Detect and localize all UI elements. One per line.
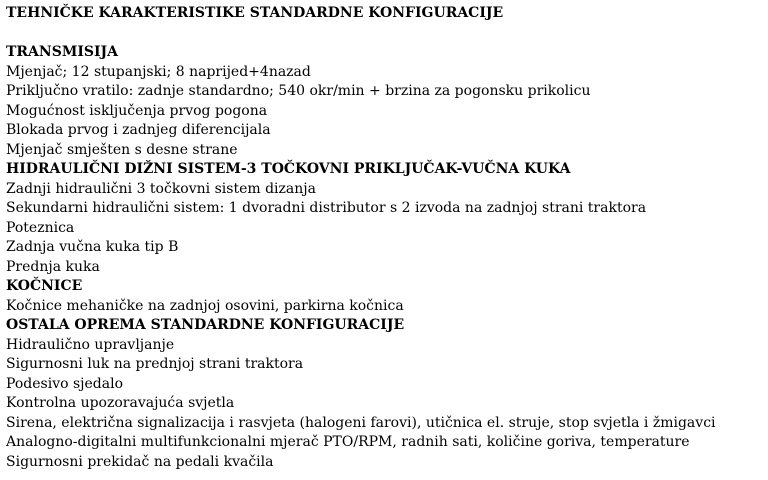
spec-line: Mjenjač smješten s desne strane bbox=[6, 141, 238, 158]
spec-line: Podesivo sjedalo bbox=[6, 375, 124, 392]
spec-line: Sirena, električna signalizacija i rasvjeta (halogeni farovi), utičnica el. struje, stop svjetla i žmigavci bbox=[6, 414, 716, 431]
section-kocnice bbox=[6, 277, 764, 316]
document bbox=[6, 4, 764, 472]
section-ostala-oprema bbox=[6, 316, 764, 472]
spec-line: Zadnja vučna kuka tip B bbox=[6, 239, 179, 255]
spec-line: Mogućnost isključenja prvog pogona bbox=[6, 102, 268, 119]
section-transmisija bbox=[6, 43, 764, 160]
section-heading: TRANSMISIJA bbox=[6, 44, 119, 60]
spec-line: Sekundarni hidraulični sistem: 1 dvoradni distributor s 2 izvoda na zadnjoj strani traktora bbox=[6, 200, 647, 216]
spec-line: Kontrolna upozoravajuća svjetla bbox=[6, 395, 235, 411]
title-spacer bbox=[6, 24, 764, 44]
spec-line: Blokada prvog i zadnjeg diferencijala bbox=[6, 122, 271, 138]
spec-line: Zadnji hidraulični 3 točkovni sistem dizanja bbox=[6, 180, 316, 197]
spec-line: Sigurnosni prekidač na pedali kvačila bbox=[6, 453, 274, 470]
spec-line: Priključno vratilo: zadnje standardno; 540 okr/min + brzina za pogonsku prikolicu bbox=[6, 83, 591, 99]
spec-line: Prednja kuka bbox=[6, 258, 100, 275]
document-title: TEHNIČKE KARAKTERISTIKE STANDARDNE KONFIGURACIJE bbox=[6, 5, 504, 21]
spec-line: Poteznica bbox=[6, 219, 75, 236]
spec-line: Sigurnosni luk na prednjoj strani traktora bbox=[6, 356, 304, 372]
section-heading: HIDRAULIČNI DIŽNI SISTEM-3 TOČKOVNI PRIKLJUČAK-VUČNA KUKA bbox=[6, 161, 571, 177]
section-heading: KOČNICE bbox=[6, 278, 83, 294]
spec-line: Kočnice mehaničke na zadnjoj osovini, parkirna kočnica bbox=[6, 297, 404, 314]
spec-line: Mjenjač; 12 stupanjski; 8 naprijed+4nazad bbox=[6, 63, 311, 80]
section-heading: OSTALA OPREMA STANDARDNE KONFIGURACIJE bbox=[6, 317, 405, 333]
spec-line: Hidraulično upravljanje bbox=[6, 336, 175, 353]
spec-line: Analogno-digitalni multifunkcionalni mjerač PTO/RPM, radnih sati, količine goriva, temperature bbox=[6, 434, 690, 450]
section-hidraulicni-sistem bbox=[6, 160, 764, 277]
